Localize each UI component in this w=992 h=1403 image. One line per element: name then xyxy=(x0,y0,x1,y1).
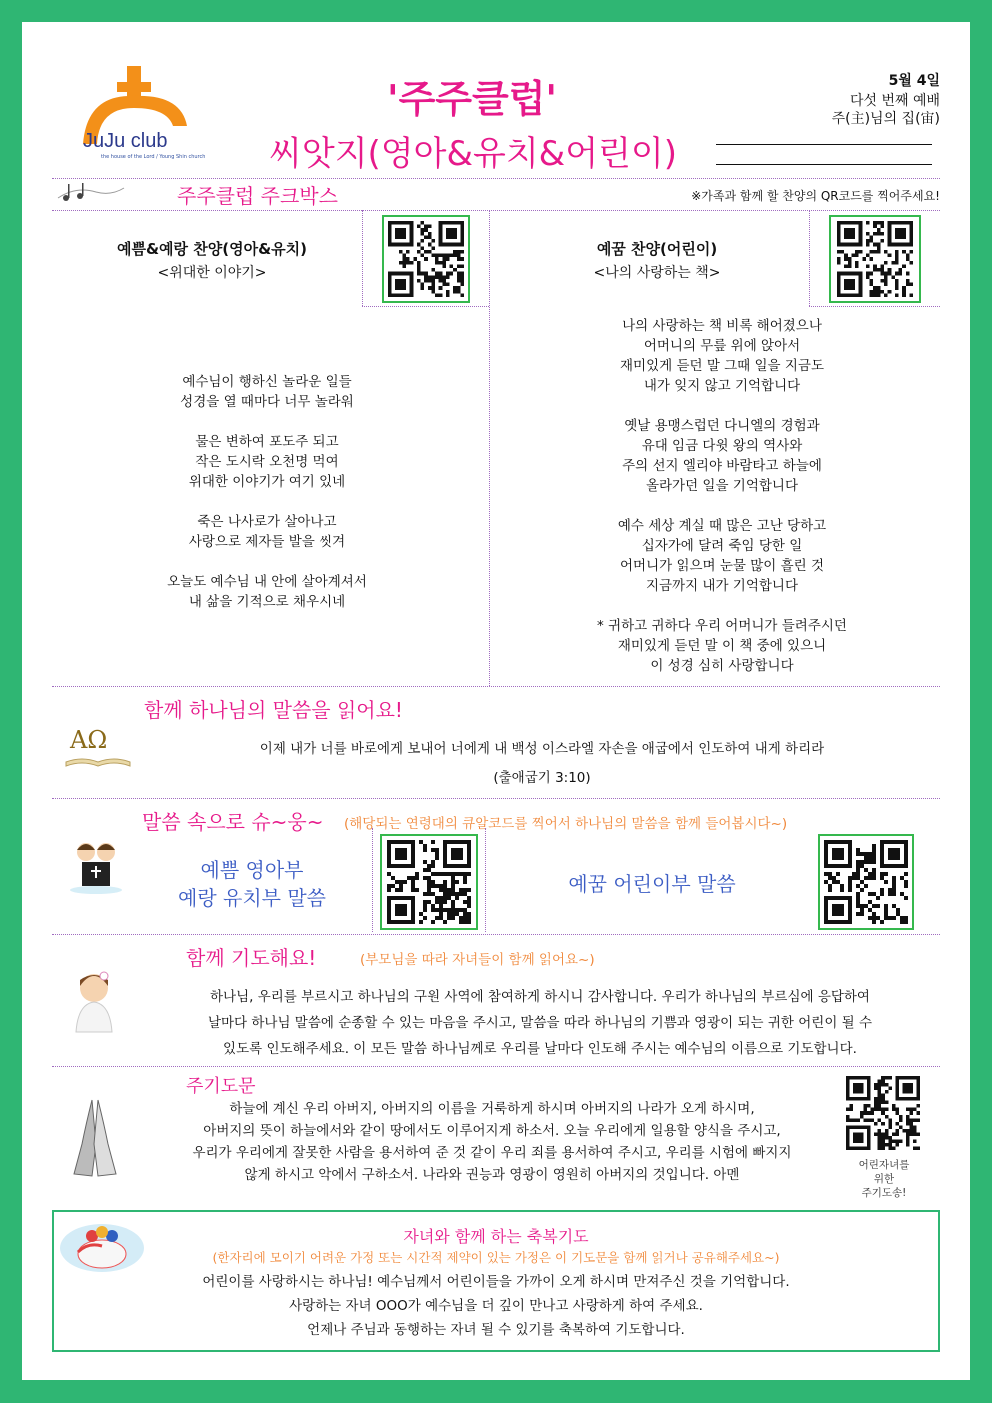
qr-divider-h xyxy=(809,306,940,307)
prayer-line: 하나님, 우리를 부르시고 하나님의 구원 사역에 참여하게 하시니 감사합니다. 우리가 하나님의 부르심에 응답하여 xyxy=(210,989,870,1005)
lords-prayer-line: 하늘에 계신 우리 아버지, 아버지의 이름을 거룩하게 하시며 아버지의 나라가 오게 하시며, xyxy=(229,1101,755,1117)
qr-pattern xyxy=(387,840,471,924)
prayer-line: 있도록 인도해주세요. 이 모든 말씀 하나님께로 우리를 날마다 인도해 주시는 예수님의 이름으로 기도합니다. xyxy=(223,1041,857,1057)
header-place: 주(主)님의 집(宙) xyxy=(831,111,940,127)
right-hymn-lyrics xyxy=(502,316,942,676)
lyric-line: 성경을 열 때마다 너무 놀라워 xyxy=(180,394,354,410)
alpha-omega-text: AΩ xyxy=(70,726,108,754)
lords-prayer-line: 않게 하시고 악에서 구하소서. 나라와 권능과 영광이 영원히 아버지의 것입니다. 아멘 xyxy=(244,1167,740,1183)
lyric-line: 주의 선지 엘리야 바람타고 하늘에 xyxy=(622,458,822,474)
left-hymn-title: <위대한 이야기> xyxy=(157,265,267,281)
qr-code-right-hymn[interactable] xyxy=(829,215,921,303)
page-title: '주주클럽' xyxy=(386,77,558,121)
column-divider xyxy=(372,828,373,932)
header-rule xyxy=(716,164,932,165)
logo-subtext: the house of the Lord / Young Shin church xyxy=(101,154,206,160)
qrword-right: 예꿈 어린이부 말씀 xyxy=(568,872,736,896)
qr-divider-h xyxy=(362,306,489,307)
lyric-line: 예수 세상 계실 때 많은 고난 당하고 xyxy=(617,518,827,534)
qr-code-icon xyxy=(835,221,915,297)
lyric-line: 위대한 이야기가 여기 있네 xyxy=(188,474,346,490)
qr-caption-line: 어린자녀를 xyxy=(858,1159,910,1171)
qr-code-icon xyxy=(386,840,472,924)
qr-caption xyxy=(832,1158,936,1200)
bulletin-page xyxy=(22,22,970,1380)
stanza-gap xyxy=(62,492,472,512)
qr-code-children-word[interactable] xyxy=(818,834,914,930)
lyric-line: 내가 잊지 않고 기억합니다 xyxy=(643,378,801,394)
children-reading-bible-icon xyxy=(66,838,126,894)
qr-code-left-hymn[interactable] xyxy=(382,215,470,303)
logo xyxy=(77,66,227,176)
music-note-icon xyxy=(56,180,126,204)
prayer-line: 날마다 하나님 말씀에 순종할 수 있는 마음을 주시고, 말씀을 따라 하나님의 기쁨과 영광이 되는 귀한 어린이 될 수 xyxy=(207,1015,873,1031)
section-divider xyxy=(52,798,940,799)
lyric-line: 사랑으로 제자들 발을 씻겨 xyxy=(188,534,346,550)
column-divider xyxy=(489,210,490,686)
qr-code-lords-prayer-song[interactable] xyxy=(842,1074,924,1152)
lyric-line: 어머니의 무릎 위에 앉아서 xyxy=(643,338,801,354)
stanza-gap xyxy=(62,552,472,572)
qr-divider xyxy=(809,210,810,306)
prayer-title: 함께 기도해요! xyxy=(186,946,317,970)
qrword-left-line1: 예쁨 영아부 xyxy=(200,858,304,882)
right-hymn-title: <나의 사랑하는 책> xyxy=(593,265,721,281)
left-hymn-heading: 예쁨&예랑 찬양(영아&유치) xyxy=(117,240,307,258)
lyric-line: * 귀하고 귀하다 우리 어머니가 들려주시던 xyxy=(597,618,847,634)
blessing-note: (한자리에 모이기 어려운 가정 또는 시간적 제약이 있는 가정은 이 기도문을 함께 읽거나 공유해주세요~) xyxy=(212,1250,780,1265)
qr-code-icon xyxy=(388,221,464,297)
lords-prayer-text xyxy=(152,1098,832,1186)
alpha-omega-book-icon xyxy=(64,722,132,770)
qr-divider xyxy=(362,210,363,306)
qr-code-preschool-word[interactable] xyxy=(380,834,478,930)
lyric-line: 내 삶을 기적으로 채우시네 xyxy=(188,594,346,610)
section-divider xyxy=(52,686,940,687)
bible-verse: 이제 내가 너를 바로에게 보내어 너에게 내 백성 이스라엘 자손을 애굽에서 인도하여 내게 하리라 xyxy=(259,741,825,757)
lyric-line: 나의 사랑하는 책 비록 해어졌으나 xyxy=(622,318,822,334)
column-divider xyxy=(485,828,486,932)
blessing-title: 자녀와 함께 하는 축복기도 xyxy=(403,1227,589,1246)
qrword-title: 말씀 속으로 슈~웅~ xyxy=(142,810,324,834)
qr-pattern xyxy=(837,221,913,297)
stanza-gap xyxy=(502,496,942,516)
blessing-text xyxy=(52,1270,940,1342)
stanza-gap xyxy=(502,596,942,616)
qrword-left-line2: 예랑 유치부 말씀 xyxy=(178,886,326,910)
prayer-text xyxy=(140,984,940,1062)
section-divider xyxy=(52,1066,940,1067)
lyric-line: 작은 도시락 오천명 먹여 xyxy=(195,454,339,470)
praying-hands-icon xyxy=(64,1094,126,1180)
header-date: 5월 4일 xyxy=(888,73,940,89)
lords-prayer-title: 주기도문 xyxy=(186,1076,256,1097)
qr-caption-line: 위한 xyxy=(873,1173,895,1185)
section-divider xyxy=(52,210,940,211)
header-rule xyxy=(716,144,932,145)
praying-girl-icon xyxy=(64,968,124,1034)
word-section-title: 함께 하나님의 말씀을 읽어요! xyxy=(144,698,403,722)
logo-text: JuJu club xyxy=(83,130,168,152)
lyric-line: 예수님이 행하신 놀라운 일들 xyxy=(182,374,352,390)
lyric-line: 어머니가 읽으며 눈물 많이 흘린 것 xyxy=(619,558,825,574)
jukebox-title: 주주클럽 주크박스 xyxy=(177,184,338,208)
stanza-gap xyxy=(62,412,472,432)
lyric-line: 오늘도 예수님 내 안에 살아계셔서 xyxy=(167,574,367,590)
right-hymn-heading: 예꿈 찬양(어린이) xyxy=(596,240,718,258)
lyric-line: 물은 변하여 포도주 되고 xyxy=(195,434,339,450)
left-hymn-lyrics xyxy=(62,372,472,612)
qr-code-icon xyxy=(824,840,908,924)
lyric-line: 지금까지 내가 기억합니다 xyxy=(645,578,799,594)
lyric-line: 이 성경 심히 사랑합니다 xyxy=(650,658,794,674)
lyric-line: 유대 임금 다윗 왕의 역사와 xyxy=(641,438,803,454)
section-divider xyxy=(52,934,940,935)
blessing-line: 언제나 주님과 동행하는 자녀 될 수 있기를 축복하여 기도합니다. xyxy=(307,1322,685,1338)
lyric-line: 재미있게 듣던 말 그때 일을 지금도 xyxy=(619,358,825,374)
header-service: 다섯 번째 예배 xyxy=(849,93,940,109)
lords-prayer-line: 우리가 우리에게 잘못한 사람을 용서하여 준 것 같이 우리 죄를 용서하여 주시고, 우리를 시험에 빠지지 xyxy=(192,1145,792,1161)
lyric-line: 옛날 용맹스럽던 다니엘의 경험과 xyxy=(624,418,820,434)
qr-pattern xyxy=(824,840,908,924)
blessing-line: 사랑하는 자녀 OOO가 예수님을 더 깊이 만나고 사랑하게 하여 주세요. xyxy=(289,1298,703,1314)
qrword-note: (해당되는 연령대의 큐알코드를 찍어서 하나님의 말씀을 함께 들어봅시다~) xyxy=(344,816,788,832)
lords-prayer-line: 아버지의 뜻이 하늘에서와 같이 땅에서도 이루어지게 하소서. 오늘 우리에게 일용할 양식을 주시고, xyxy=(203,1123,781,1139)
lyric-line: 올라가던 일을 기억합니다 xyxy=(645,478,799,494)
prayer-note: (부모님을 따라 자녀들이 함께 읽어요~) xyxy=(360,952,595,968)
qr-caption-line: 주기도송! xyxy=(861,1187,907,1199)
blessing-line: 어린이를 사랑하시는 하나님! 예수님께서 어린이들을 가까이 오게 하시며 만져주신 것을 기억합니다. xyxy=(202,1274,790,1290)
stanza-gap xyxy=(502,396,942,416)
page-subtitle: 씨앗지(영아&유치&어린이) xyxy=(269,134,677,174)
qr-code-icon xyxy=(844,1076,922,1150)
qr-pattern xyxy=(388,221,464,297)
lyric-line: 재미있게 듣던 말 이 책 중에 있으니 xyxy=(617,638,827,654)
lyric-line: 십자가에 달려 죽임 당한 일 xyxy=(641,538,803,554)
section-divider xyxy=(52,178,940,179)
bible-reference: (출애굽기 3:10) xyxy=(493,770,591,786)
lyric-line: 죽은 나사로가 살아나고 xyxy=(197,514,337,530)
jukebox-note: ※가족과 함께 할 찬양의 QR코드를 찍어주세요! xyxy=(691,189,940,203)
qr-pattern xyxy=(846,1076,920,1150)
